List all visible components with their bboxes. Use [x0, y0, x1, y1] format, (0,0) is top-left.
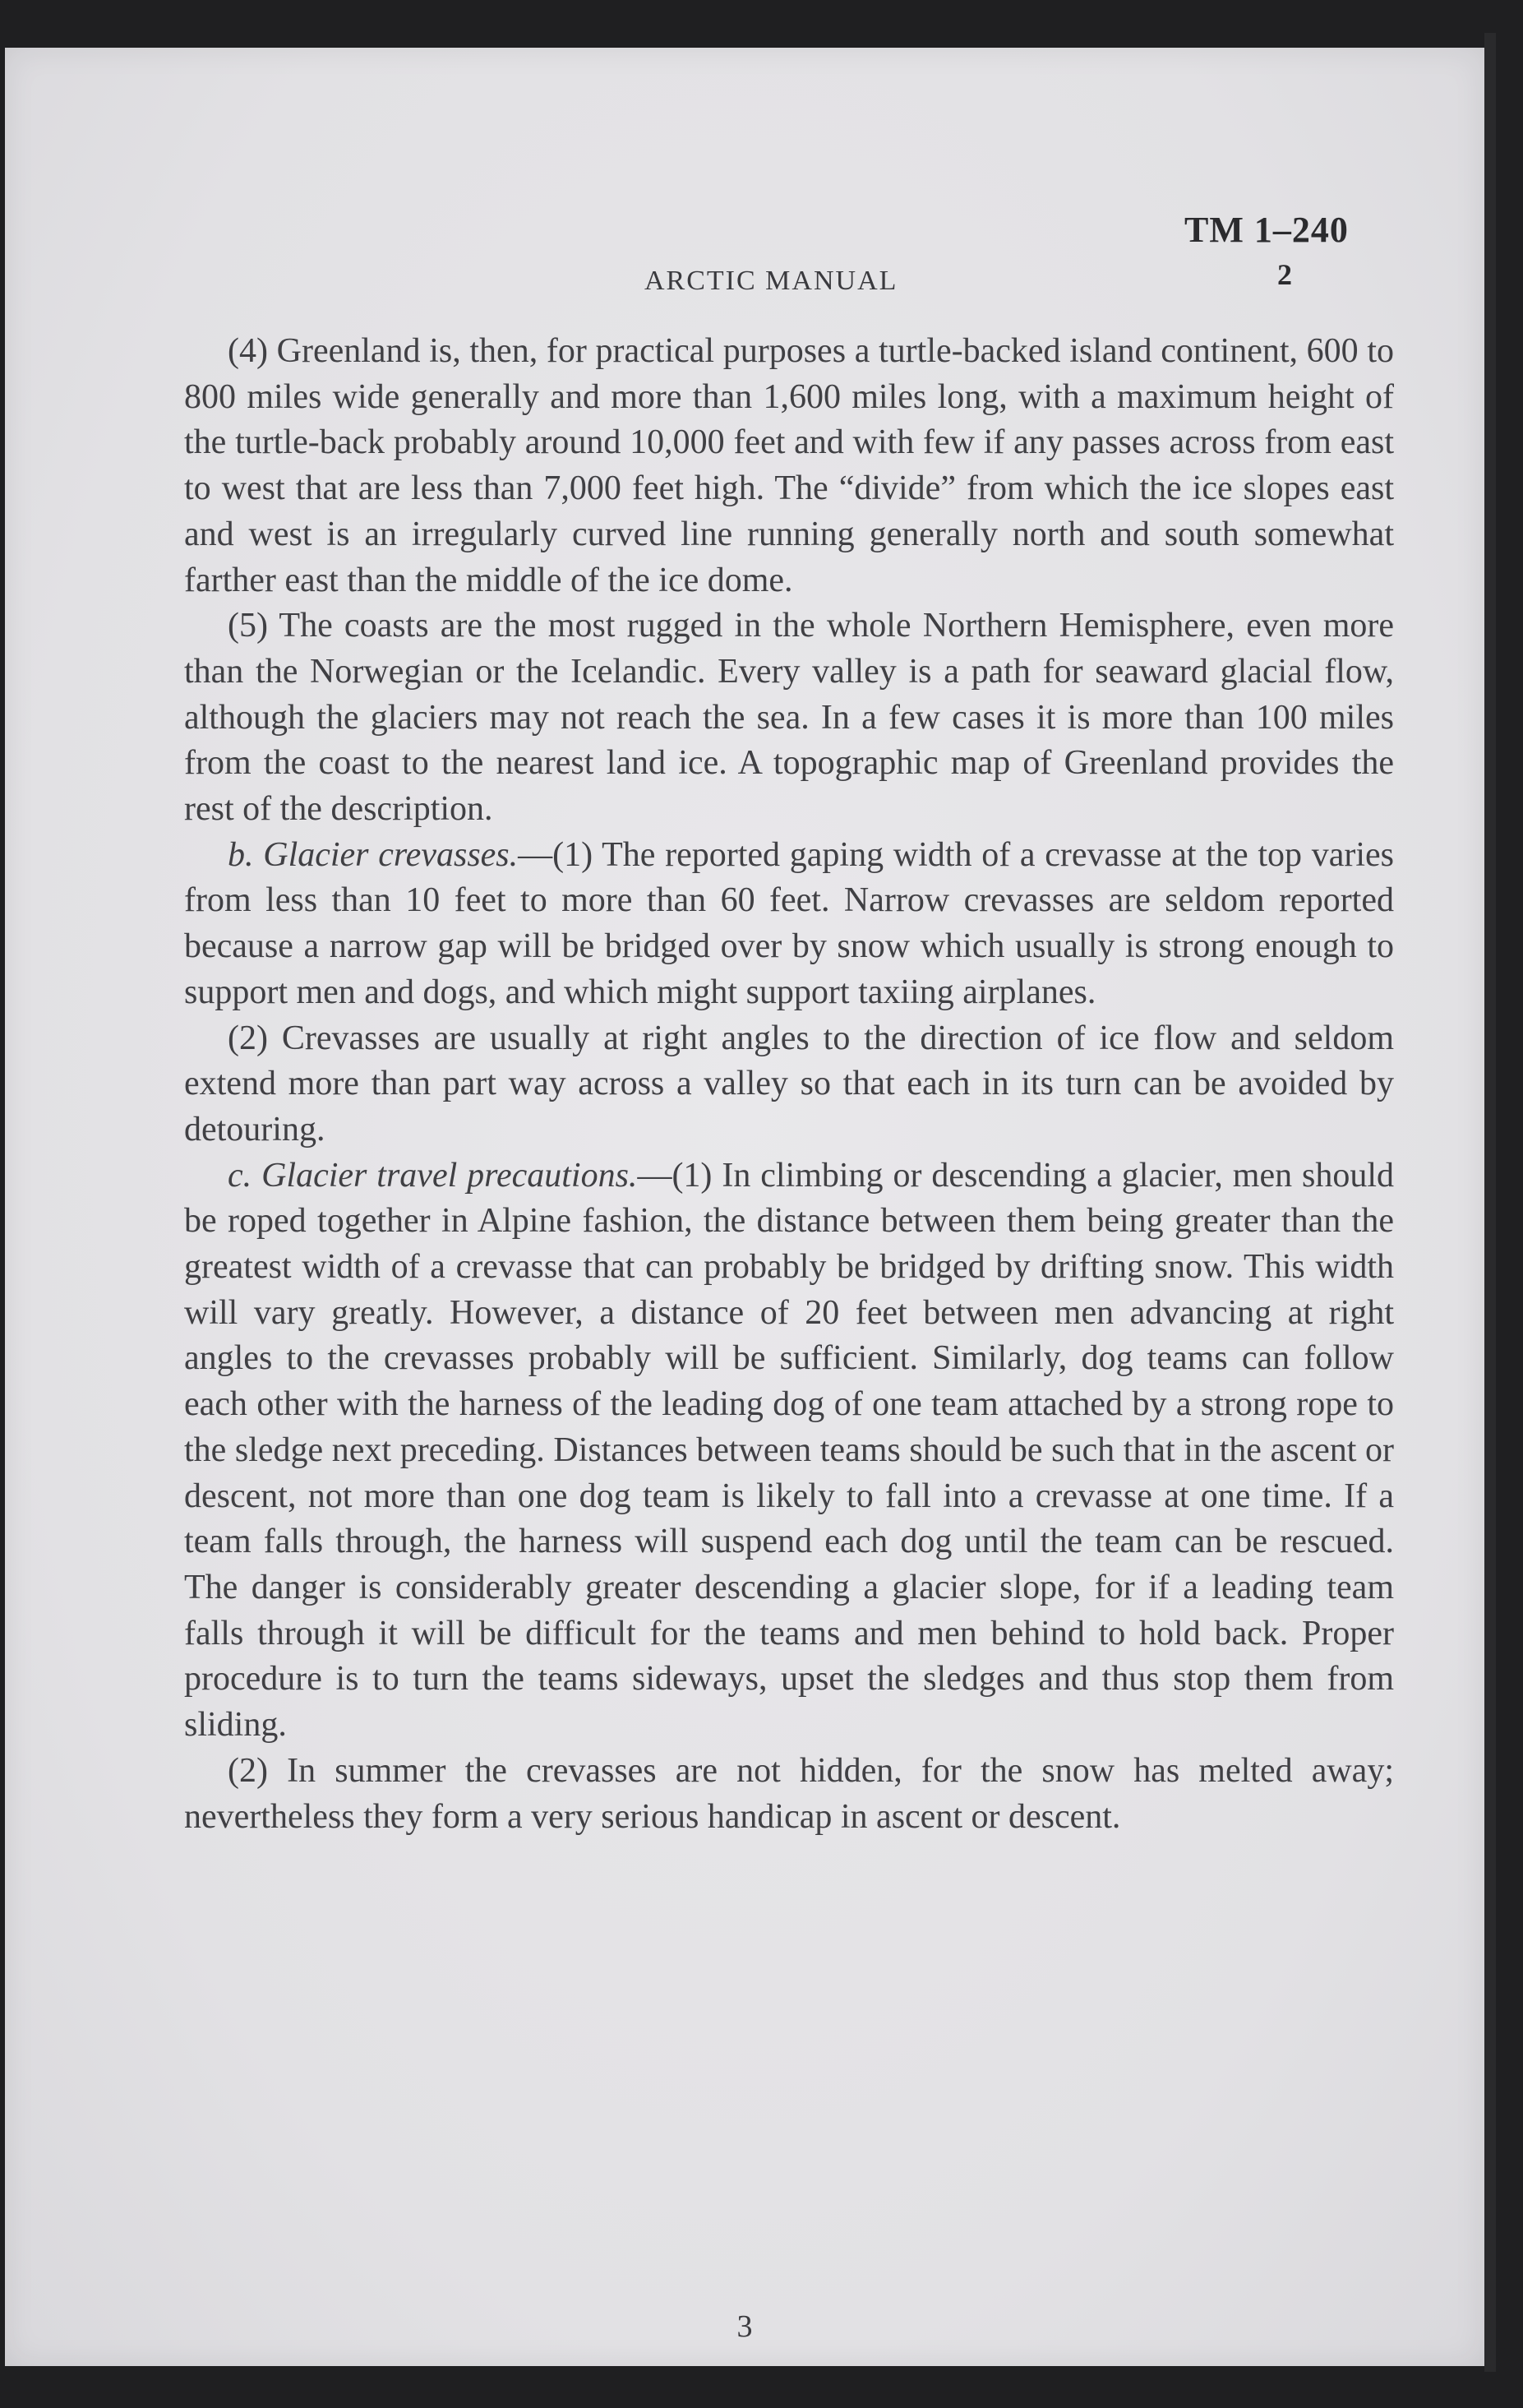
- paragraph-crevasses-2: [184, 1016, 1394, 1153]
- subsection-letter: c.: [228, 1156, 252, 1195]
- section-number: 2: [1277, 258, 1292, 291]
- paragraph-text: (4) Greenland is, then, for practical purposes a turtle-backed island continent, 600 to 800 miles wide generally and more than 1,600 miles long, with a maximum height of the turtle-back probably around 10,000 feet and with few if any passes across from east to west that are less than 7,000 feet high. The “divide” from which the ice slopes east and west is an irregularly curved line running generally north and south somewhat farther east than the middle of the ice dome.: [184, 332, 1394, 599]
- body-text: [184, 329, 1394, 1840]
- page-number: 3: [736, 2309, 753, 2344]
- paragraph-text: (5) The coasts are the most rugged in the whole Northern Hemisphere, even more than the Norwegian or the Icelandic. Every valley is a path for seaward glacial flow, although the glaciers may not reach the sea. In a few cases it is more than 100 miles from the coast to the nearest land ice. A topographic map of Greenland provides the rest of the description.: [184, 607, 1394, 829]
- paragraph-glacier-travel: [184, 1153, 1394, 1749]
- subsection-heading: Glacier travel precautions.: [261, 1156, 638, 1195]
- page-edge: [1484, 33, 1496, 2372]
- paragraph-coasts-5: [184, 603, 1394, 833]
- paragraph-greenland-4: [184, 329, 1394, 603]
- paragraph-text: —(1) The reported gaping width of a crevasse at the top varies from less than 10 feet to more than 60 feet. Narrow crevasses are seldom reported because a narrow gap will be bridged over by snow which usually is strong enough to support men and dogs, and which might support taxiing airplanes.: [184, 835, 1395, 1011]
- paragraph-text: (2) In summer the crevasses are not hidden, for the snow has melted away; nevertheless they form a very serious handicap in ascent or descent.: [184, 1751, 1394, 1836]
- document-id: TM 1–240: [1184, 210, 1349, 250]
- paragraph-glacier-crevasses: [184, 833, 1394, 1016]
- paragraph-text: —(1) In climbing or descending a glacier, men should be roped together in Alpine fashion, the distance between them being greater than the greatest width of a crevasse that can probably be bridged by drifting snow. This width will vary greatly. However, a distance of 20 feet between men advancing at right angles to the crevasses probably will be sufficient. Similarly, dog teams can follow each other with the harness of the leading dog of one team attached by a strong rope to the sledge next preceding. Distances between teams should be such that in the ascent or descent, not more than one dog team is likely to fall into a crevasse at one time. If a team falls through, the harness will suspend each dog until the team can be rescued. The danger is considerably greater descending a glacier slope, for if a leading team falls through it will be difficult for the teams and men behind to hold back. Proper procedure is to turn the teams sideways, upset the sledges and thus stop them from sliding.: [184, 1156, 1395, 1745]
- subsection-heading: Glacier crevasses.: [263, 835, 519, 874]
- paragraph-text: (2) Crevasses are usually at right angles to the direction of ice flow and seldom extend more than part way across a valley so that each in its turn can be avoided by detouring.: [184, 1019, 1394, 1149]
- paragraph-summer-2: [184, 1749, 1394, 1840]
- subsection-letter: b.: [228, 835, 254, 874]
- running-title: ARCTIC MANUAL: [644, 266, 898, 296]
- document-page: [5, 48, 1484, 2366]
